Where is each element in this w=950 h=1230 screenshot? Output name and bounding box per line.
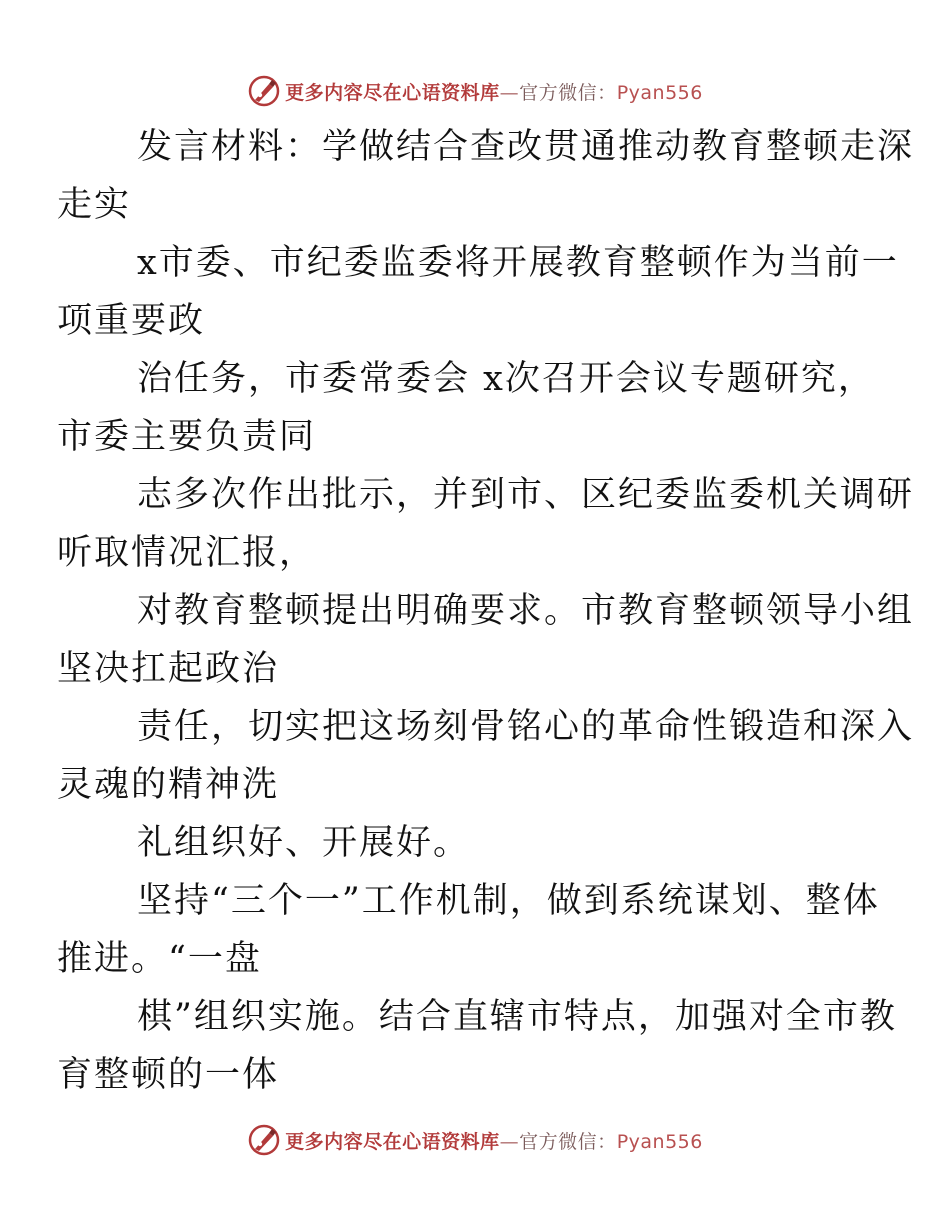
paragraph-line: 项重要政 <box>57 301 206 341</box>
paragraph-line: 坚持“三个一”工作机制，做到系统谋划、整体 <box>137 881 880 921</box>
paragraph-line: 推进。“一盘 <box>57 939 262 979</box>
pen-logo-icon <box>247 74 281 108</box>
watermark-brand: 更多内容尽在心语资料库 <box>285 1130 500 1153</box>
paragraph-line: 责任，切实把这场刻骨铭心的革命性锻造和深入 <box>137 707 915 747</box>
paragraph-line: 志多次作出批示，并到市、区纪委监委机关调研 <box>137 475 915 515</box>
paragraph-8 <box>57 872 880 988</box>
paragraph-5 <box>57 582 915 698</box>
document-body <box>57 118 915 1104</box>
watermark-text <box>285 78 703 105</box>
paragraph-line: 坚决扛起政治 <box>57 649 280 689</box>
watermark-official-label: 官方微信： <box>519 81 617 104</box>
watermark-official-label: 官方微信： <box>519 1130 617 1153</box>
pen-logo-icon <box>247 1123 281 1157</box>
watermark-handle: Pyan556 <box>616 81 703 104</box>
watermark-brand: 更多内容尽在心语资料库 <box>285 81 500 104</box>
paragraph-9 <box>57 988 897 1104</box>
paragraph-line: 礼组织好、开展好。 <box>137 823 471 863</box>
paragraph-1 <box>57 118 915 234</box>
paragraph-line: 治任务，市委常委会 x次召开会议专题研究， <box>137 359 875 399</box>
paragraph-2 <box>57 234 899 350</box>
header-watermark <box>0 73 950 109</box>
paragraph-line: 灵魂的精神洗 <box>57 765 280 805</box>
paragraph-line: 对教育整顿提出明确要求。市教育整顿领导小组 <box>137 591 915 631</box>
watermark-handle: Pyan556 <box>616 1130 703 1153</box>
paragraph-7 <box>97 814 857 872</box>
paragraph-line: 走实 <box>57 185 132 225</box>
paragraph-6 <box>57 698 915 814</box>
watermark-text <box>285 1127 703 1154</box>
paragraph-line: 棋”组织实施。结合直辖市特点，加强对全市教 <box>137 997 897 1037</box>
paragraph-line: 市委主要负责同 <box>57 417 317 457</box>
paragraph-4 <box>57 466 915 582</box>
paragraph-line: 育整顿的一体 <box>57 1055 280 1095</box>
watermark-separator: — <box>499 81 520 104</box>
paragraph-3 <box>57 350 875 466</box>
footer-watermark <box>0 1122 950 1158</box>
paragraph-line: 听取情况汇报， <box>57 533 317 573</box>
paragraph-line: 发言材料：学做结合查改贯通推动教育整顿走深 <box>137 127 915 167</box>
paragraph-line: x市委、市纪委监委将开展教育整顿作为当前一 <box>137 243 899 283</box>
watermark-separator: — <box>499 1130 520 1153</box>
